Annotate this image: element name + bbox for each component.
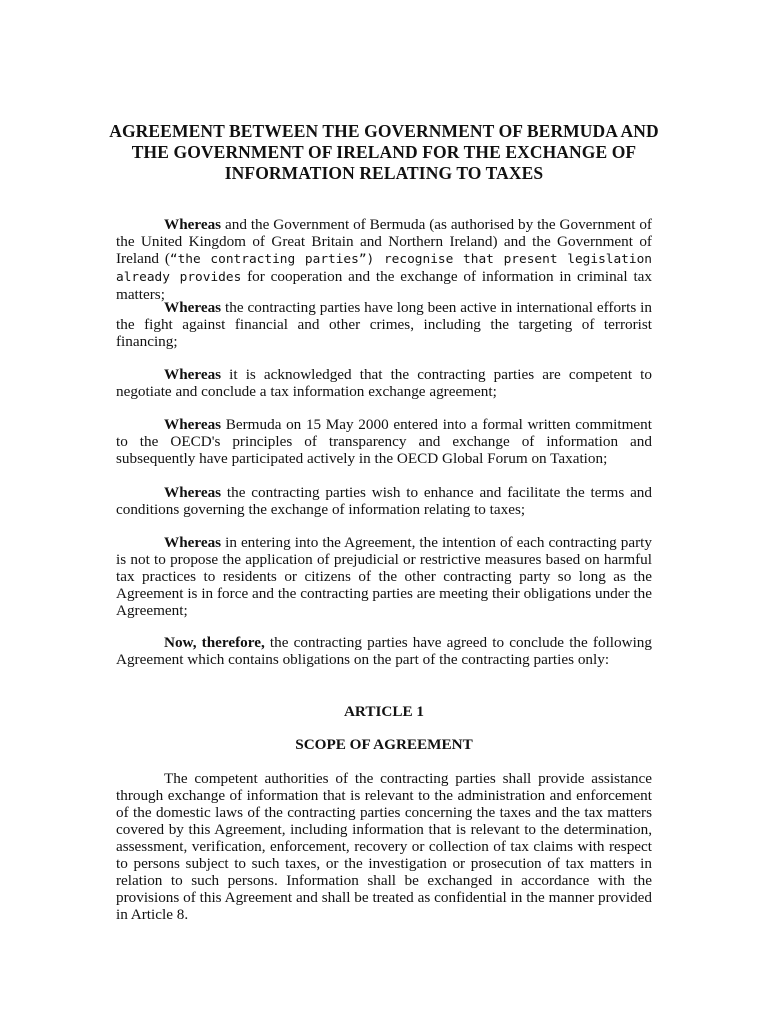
article-1-body: The competent authorities of the contracting parties shall provide assistance through exchange of information that is relevant to the administration and enforcement of the domestic laws of the contracting parties concerning the taxes and the tax matters covered by this Agreement, including information that is relevant to the determination, assessment, verification, enforcement, recovery or collection of tax claims with respect to persons subject to such taxes, or the investigation or prosecution of tax matters in relation to such persons. Information shall be exchanged in accordance with the provisions of this Agreement and shall be treated as confidential in the manner provided in Article 8.	[116, 770, 652, 923]
article-heading: ARTICLE 1	[343, 703, 425, 720]
recital-lead: Whereas	[164, 299, 222, 316]
recital-lead: Whereas	[164, 366, 222, 383]
recital-paragraph-4	[116, 416, 652, 467]
recital-text: Bermuda on 15 May 2000 entered into a formal written commitment to the OECD's principles of transparency and exchange of information and subsequently have participated actively in the OECD Global Forum on Taxation;	[116, 416, 652, 467]
recital-text-mono: “the contracting parties”) recognise that present legislation already provides	[116, 252, 653, 285]
recital-paragraph-2	[116, 299, 652, 350]
recital-text: in entering into the Agreement, the intention of each contracting party is not to propose the application of prejudicial or restrictive measures based on harmful tax practices to residents or citizens of the other contracting party so long as the Agreement is in force and the contracting parties are meeting their obligations under the Agreement;	[116, 534, 652, 619]
recital-text: the contracting parties have long been active in international efforts in the fight against financial and other crimes, including the targeting of terrorist financing;	[116, 299, 652, 350]
recital-text: the contracting parties have agreed to conclude the following Agreement which contains obligations on the part of the contracting parties only:	[116, 634, 652, 668]
recital-paragraph-6	[116, 534, 652, 619]
recital-paragraph-5	[116, 484, 652, 518]
recital-paragraph-1	[116, 216, 652, 303]
recital-lead: Whereas	[164, 416, 222, 433]
recital-lead: Whereas	[164, 534, 222, 551]
recital-paragraph-3	[116, 366, 652, 400]
recital-paragraph-7	[116, 634, 652, 668]
recital-lead: Whereas	[164, 216, 222, 233]
article-subheading: SCOPE OF AGREEMENT	[295, 736, 473, 753]
recital-lead: Now, therefore,	[164, 634, 265, 651]
recital-text: the contracting parties wish to enhance and facilitate the terms and conditions governing the exchange of information relating to taxes;	[116, 484, 652, 518]
document-title: AGREEMENT BETWEEN THE GOVERNMENT OF BERMUDA AND THE GOVERNMENT OF IRELAND FOR THE EXCHANGE OF INFORMATION RELATING TO TAXES	[109, 121, 659, 183]
recital-text: and the Government of Bermuda (as authorised by the Government of the United Kingdom of Great Britain and Northern Ireland) and the Government of Ireland (	[116, 216, 652, 267]
recital-lead: Whereas	[164, 484, 222, 501]
recital-text: for cooperation and the exchange of information in criminal tax matters;	[116, 268, 652, 303]
recital-text: it is acknowledged that the contracting parties are competent to negotiate and conclude a tax information exchange agreement;	[116, 366, 652, 400]
